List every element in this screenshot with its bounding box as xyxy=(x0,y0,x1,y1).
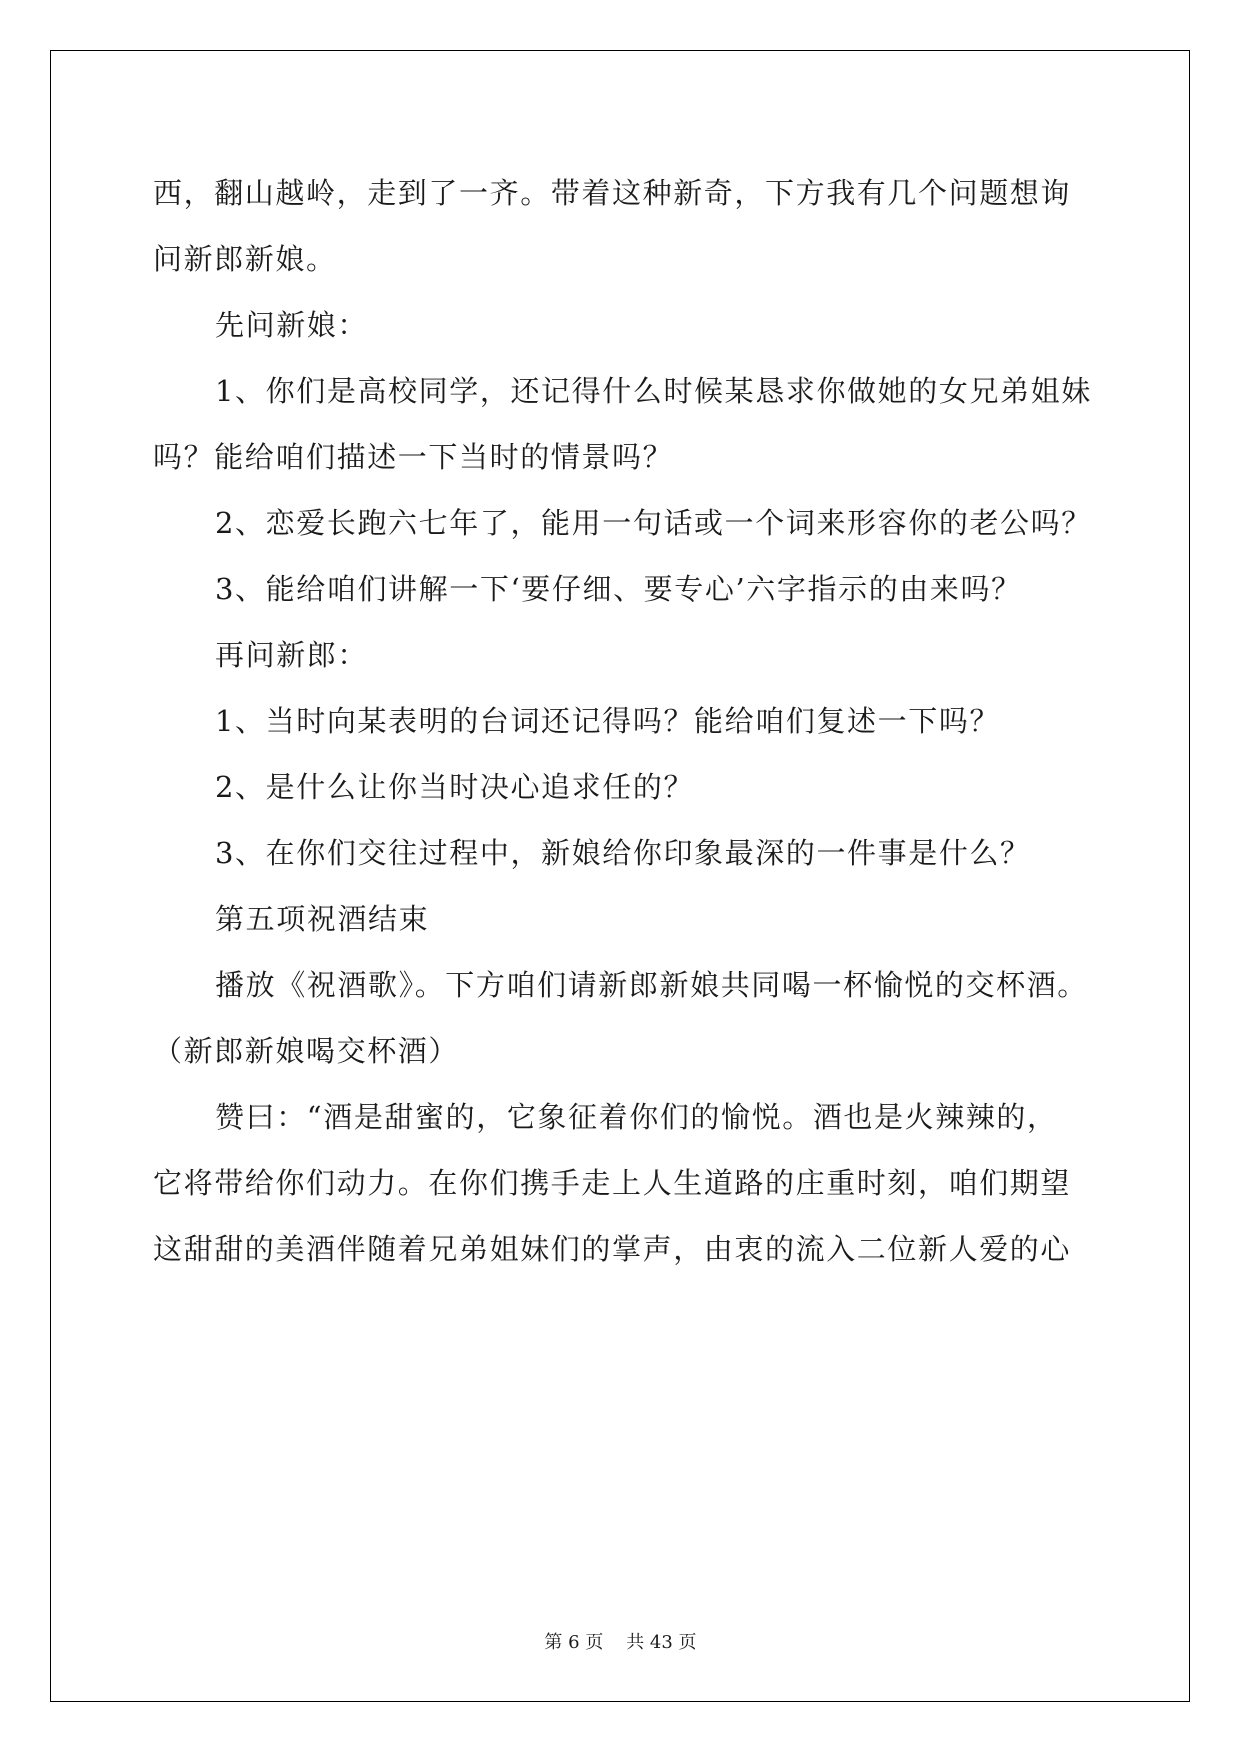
text-line: 1、你们是高校同学，还记得什么时候某恳求你做她的女兄弟姐妹 xyxy=(215,374,1092,408)
text-line: 它将带给你们动力。在你们携手走上人生道路的庄重时刻，咱们期望 xyxy=(153,1166,1072,1200)
text-line: 1、当时向某表明的台词还记得吗？能给咱们复述一下吗？ xyxy=(215,704,1001,738)
text-line: （新郎新娘喝交杯酒） xyxy=(153,1034,460,1068)
text-line: 问新郎新娘。 xyxy=(153,242,337,276)
text-line: 赞曰：“酒是甜蜜的，它象征着你们的愉悦。酒也是火辣辣的， xyxy=(215,1100,1058,1134)
text-line: 西，翻山越岭，走到了一齐。带着这种新奇，下方我有几个问题想询 xyxy=(153,176,1072,210)
text-line: 先问新娘： xyxy=(215,308,369,342)
page-number-footer: 第 6 页 共 43 页 xyxy=(544,1632,697,1653)
text-line: 2、恋爱长跑六七年了，能用一句话或一个词来形容你的老公吗？ xyxy=(215,506,1092,540)
text-line: 再问新郎： xyxy=(215,638,369,672)
text-line: 吗？能给咱们描述一下当时的情景吗？ xyxy=(153,440,674,474)
text-line: 3、能给咱们讲解一下‘要仔细、要专心’六字指示的由来吗？ xyxy=(215,572,1022,606)
text-line: 3、在你们交往过程中，新娘给你印象最深的一件事是什么？ xyxy=(215,836,1031,870)
document-body xyxy=(153,160,1092,1282)
section-heading: 第五项祝酒结束 xyxy=(215,902,430,936)
text-line: 这甜甜的美酒伴随着兄弟姐妹们的掌声，由衷的流入二位新人爱的心 xyxy=(153,1232,1072,1266)
text-line: 播放《祝酒歌》。下方咱们请新郎新娘共同喝一杯愉悦的交杯酒。 xyxy=(215,968,1088,1002)
text-line: 2、是什么让你当时决心追求任的？ xyxy=(215,770,695,804)
